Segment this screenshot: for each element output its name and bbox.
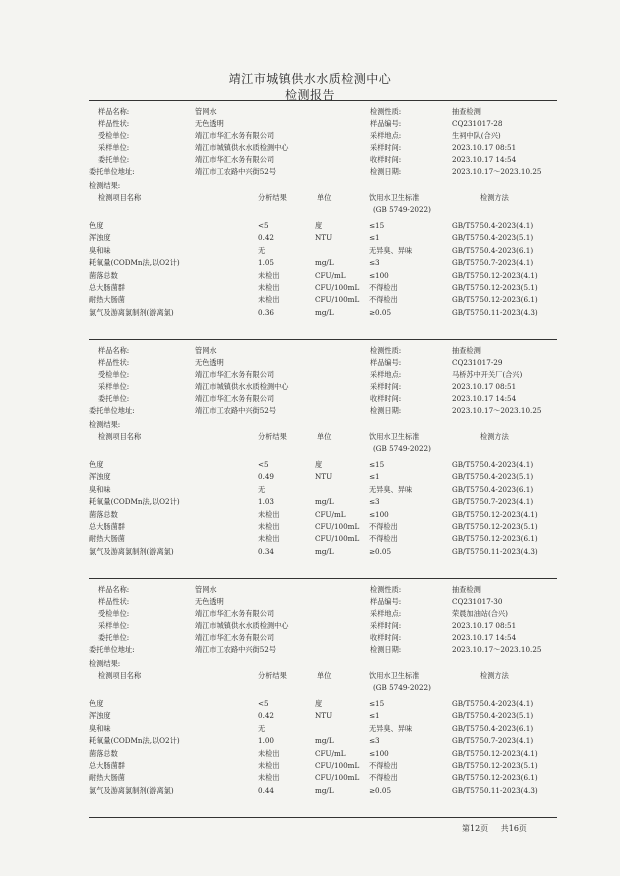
table-row (89, 496, 557, 508)
cell-method: GB/T5750.4-2023(4.1) (452, 699, 534, 708)
cell-method: GB/T5750.12-2023(5.1) (452, 522, 538, 531)
table-row (89, 735, 557, 747)
section-divider (89, 817, 557, 818)
cell-item: 浑浊度 (89, 711, 111, 721)
cell-method: GB/T5750.12-2023(4.1) (452, 270, 538, 280)
cell-unit: CFU/100mL (315, 522, 360, 531)
info-label: 采样地点: (370, 131, 402, 140)
cell-result: 未检出 (258, 773, 280, 783)
cell-standard: 无异臭、异味 (369, 723, 413, 733)
cell-standard: 不得检出 (369, 295, 398, 305)
table-row (89, 723, 557, 735)
cell-unit: CFU/100mL (315, 773, 360, 783)
info-label: 受检单位: (98, 609, 130, 618)
cell-item: 总大肠菌群 (89, 761, 125, 770)
cell-result: 未检出 (258, 748, 280, 758)
info-label: 样品编号: (370, 358, 402, 367)
cell-standard: 不得检出 (369, 761, 398, 770)
cell-result: 无 (258, 245, 266, 255)
info-label: 样品编号: (370, 597, 402, 606)
table-row (89, 785, 557, 797)
info-label: 收样时间: (370, 155, 402, 164)
col-header-standard: 饮用水卫生标准 (369, 432, 420, 441)
cell-unit: NTU (315, 233, 333, 243)
info-value: 无色透明 (195, 358, 224, 367)
info-label: 采样时间: (370, 143, 402, 152)
info-label: 委托单位: (98, 155, 130, 164)
table-row (89, 509, 557, 521)
info-value: 2023.10.17 14:54 (452, 633, 517, 642)
info-value: 管网水 (195, 107, 217, 116)
info-row (89, 632, 557, 644)
info-value: 靖江市华汇水务有限公司 (195, 370, 275, 379)
table-header-sub (89, 204, 557, 216)
cell-method: GB/T5750.4-2023(6.1) (452, 723, 534, 733)
cell-item: 菌落总数 (89, 509, 118, 519)
cell-unit: CFU/100mL (315, 283, 360, 292)
cell-item: 氯气及游离氯制剂(游离氯) (89, 307, 174, 317)
info-label: 检测日期: (370, 645, 402, 654)
sample-block (89, 339, 557, 571)
cell-item: 色度 (89, 221, 104, 230)
cell-unit: 度 (315, 221, 323, 230)
cell-unit: mg/L (315, 546, 334, 556)
cell-item: 臭和味 (89, 484, 111, 494)
results-label (89, 658, 557, 670)
col-header-unit: 单位 (317, 432, 332, 441)
page-total: 共16页 (500, 824, 527, 833)
cell-unit: NTU (315, 472, 333, 482)
table-row (89, 772, 557, 784)
cell-unit: mg/L (315, 258, 334, 268)
cell-standard: 不得检出 (369, 522, 398, 531)
cell-item: 氯气及游离氯制剂(游离氯) (89, 546, 174, 556)
info-value: 2023.10.17～2023.10.25 (452, 645, 542, 654)
info-value: 2023.10.17 14:54 (452, 155, 517, 164)
cell-method: GB/T5750.12-2023(6.1) (452, 295, 538, 305)
info-value: 抽查检测 (452, 346, 481, 355)
info-label: 委托单位: (98, 633, 130, 642)
cell-item: 浑浊度 (89, 472, 111, 482)
sample-block (89, 578, 557, 810)
cell-method: GB/T5750.4-2023(4.1) (452, 221, 534, 230)
cell-method: GB/T5750.4-2023(6.1) (452, 484, 534, 494)
info-value: 靖江市华汇水务有限公司 (195, 155, 275, 164)
cell-result: <5 (258, 221, 269, 230)
cell-item: 总大肠菌群 (89, 283, 125, 292)
info-label: 采样地点: (370, 370, 402, 379)
info-label: 样品名称: (98, 585, 130, 594)
cell-method: GB/T5750.12-2023(5.1) (452, 283, 538, 292)
results-label-text: 检测结果: (89, 659, 121, 668)
col-header-standard: 饮用水卫生标准 (369, 193, 420, 202)
cell-result: 未检出 (258, 270, 280, 280)
info-label: 样品性状: (98, 597, 130, 606)
info-value: CQ231017-29 (452, 358, 503, 367)
cell-method: GB/T5750.11-2023(4.3) (452, 785, 538, 795)
col-header-standard: 饮用水卫生标准 (369, 671, 420, 680)
cell-unit: CFU/mL (315, 748, 346, 758)
info-row (89, 584, 557, 596)
info-label: 采样时间: (370, 621, 402, 630)
info-label: 检测日期: (370, 167, 402, 176)
info-label: 采样地点: (370, 609, 402, 618)
info-row (89, 154, 557, 166)
table-row (89, 257, 557, 269)
table-header (89, 192, 557, 204)
info-value: 2023.10.17 08:51 (452, 143, 517, 152)
cell-item: 菌落总数 (89, 748, 118, 758)
cell-method: GB/T5750.12-2023(4.1) (452, 509, 538, 519)
info-row (89, 118, 557, 130)
info-label: 委托单位地址: (89, 406, 135, 415)
cell-method: GB/T5750.7-2023(4.1) (452, 736, 534, 746)
info-label: 委托单位地址: (89, 645, 135, 654)
cell-standard: ≥0.05 (369, 307, 392, 317)
cell-item: 耐热大肠菌 (89, 295, 125, 305)
cell-method: GB/T5750.11-2023(4.3) (452, 307, 538, 317)
cell-item: 氯气及游离氯制剂(游离氯) (89, 785, 174, 795)
cell-result: 0.42 (258, 711, 275, 721)
cell-result: 无 (258, 723, 266, 733)
info-label: 检测性质: (370, 107, 402, 116)
cell-unit: CFU/100mL (315, 295, 360, 305)
info-value: 靖江市华汇水务有限公司 (195, 633, 275, 642)
info-value: 抽查检测 (452, 107, 481, 116)
info-value: 靖江市工农路中兴街52号 (195, 645, 277, 654)
cell-standard: ≤15 (369, 460, 385, 469)
cell-item: 菌落总数 (89, 270, 118, 280)
info-label: 检测性质: (370, 585, 402, 594)
cell-method: GB/T5750.12-2023(6.1) (452, 534, 538, 544)
info-value: 2023.10.17～2023.10.25 (452, 406, 542, 415)
cell-item: 浑浊度 (89, 233, 111, 243)
cell-method: GB/T5750.12-2023(6.1) (452, 773, 538, 783)
cell-result: 0.42 (258, 233, 275, 243)
info-value: 管网水 (195, 346, 217, 355)
cell-result: 未检出 (258, 522, 280, 531)
cell-result: 未检出 (258, 509, 280, 519)
info-value: 靖江市城镇供水水质检测中心 (195, 621, 289, 630)
table-row (89, 748, 557, 760)
info-label: 样品编号: (370, 119, 402, 128)
cell-result: 未检出 (258, 283, 280, 292)
sample-block (89, 100, 557, 332)
cell-method: GB/T5750.12-2023(5.1) (452, 761, 538, 770)
org-title: 靖江市城镇供水水质检测中心 (228, 72, 392, 86)
info-row (89, 393, 557, 405)
table-row (89, 270, 557, 282)
table-row (89, 232, 557, 244)
table-header (89, 431, 557, 443)
table-header-sub (89, 682, 557, 694)
cell-unit: mg/L (315, 736, 334, 746)
cell-standard: ≤100 (369, 270, 389, 280)
table-row (89, 294, 557, 306)
results-label-text: 检测结果: (89, 181, 121, 190)
cell-standard: ≤1 (369, 472, 380, 482)
col-header-standard-code: (GB 5749-2022) (373, 205, 431, 214)
cell-result: 1.00 (258, 736, 275, 746)
cell-item: 色度 (89, 460, 104, 469)
col-header-item: 检测项目名称 (98, 432, 142, 441)
col-header-result: 分析结果 (258, 432, 287, 441)
cell-item: 耐热大肠菌 (89, 773, 125, 783)
info-row (89, 644, 557, 656)
info-label: 受检单位: (98, 370, 130, 379)
info-label: 样品性状: (98, 119, 130, 128)
cell-standard: ≤1 (369, 233, 380, 243)
col-header-item: 检测项目名称 (98, 671, 142, 680)
info-label: 受检单位: (98, 131, 130, 140)
info-value: CQ231017-28 (452, 119, 503, 128)
table-row (89, 484, 557, 496)
col-header-unit: 单位 (317, 193, 332, 202)
cell-result: 0.49 (258, 472, 275, 482)
info-row (89, 369, 557, 381)
info-label: 样品名称: (98, 346, 130, 355)
cell-unit: CFU/mL (315, 270, 346, 280)
table-row (89, 710, 557, 722)
info-value: 2023.10.17 08:51 (452, 382, 517, 391)
col-header-method: 检测方法 (480, 432, 509, 441)
cell-method: GB/T5750.7-2023(4.1) (452, 258, 534, 268)
info-value: 靖江市工农路中兴街52号 (195, 167, 277, 176)
cell-item: 臭和味 (89, 245, 111, 255)
cell-result: 0.34 (258, 546, 275, 556)
info-row (89, 130, 557, 142)
info-value: 2023.10.17 08:51 (452, 621, 517, 630)
cell-unit: 度 (315, 699, 323, 708)
info-value: 马桥苏中开关厂(合兴) (452, 370, 523, 379)
cell-unit: mg/L (315, 497, 334, 507)
info-value: 生祠中队(合兴) (452, 131, 501, 140)
cell-result: 未检出 (258, 534, 280, 544)
cell-unit: CFU/100mL (315, 761, 360, 770)
cell-method: GB/T5750.11-2023(4.3) (452, 546, 538, 556)
cell-unit: NTU (315, 711, 333, 721)
table-row (89, 471, 557, 483)
cell-standard: ≤15 (369, 699, 385, 708)
cell-method: GB/T5750.4-2023(5.1) (452, 233, 534, 243)
cell-unit: CFU/mL (315, 509, 346, 519)
table-header (89, 670, 557, 682)
page-footer (462, 823, 537, 834)
table-row (89, 245, 557, 257)
info-label: 样品性状: (98, 358, 130, 367)
table-row (89, 546, 557, 558)
info-value: 2023.10.17～2023.10.25 (452, 167, 542, 176)
cell-item: 色度 (89, 699, 104, 708)
cell-unit: mg/L (315, 785, 334, 795)
info-row (89, 405, 557, 417)
table-row (89, 459, 557, 471)
cell-method: GB/T5750.7-2023(4.1) (452, 497, 534, 507)
cell-item: 耗氧量(CODMn法,以O2计) (89, 497, 180, 507)
report-title: 检测报告 (284, 88, 335, 102)
info-label: 检测日期: (370, 406, 402, 415)
cell-result: 未检出 (258, 295, 280, 305)
cell-item: 臭和味 (89, 723, 111, 733)
info-value: 管网水 (195, 585, 217, 594)
cell-standard: ≤3 (369, 258, 380, 268)
cell-standard: ≥0.05 (369, 546, 392, 556)
cell-standard: ≤1 (369, 711, 380, 721)
results-label (89, 180, 557, 192)
cell-result: <5 (258, 699, 269, 708)
cell-result: 1.05 (258, 258, 275, 268)
info-label: 收样时间: (370, 633, 402, 642)
cell-result: 0.44 (258, 785, 275, 795)
cell-standard: 不得检出 (369, 773, 398, 783)
info-value: 无色透明 (195, 119, 224, 128)
info-label: 样品名称: (98, 107, 130, 116)
cell-item: 耗氧量(CODMn法,以O2计) (89, 736, 180, 746)
info-row (89, 596, 557, 608)
info-label: 收样时间: (370, 394, 402, 403)
info-label: 检测性质: (370, 346, 402, 355)
cell-standard: ≤15 (369, 221, 385, 230)
cell-standard: 不得检出 (369, 283, 398, 292)
info-label: 采样单位: (98, 143, 130, 152)
info-row (89, 357, 557, 369)
info-value: 2023.10.17 14:54 (452, 394, 517, 403)
col-header-standard-code: (GB 5749-2022) (373, 683, 431, 692)
info-label: 委托单位: (98, 394, 130, 403)
col-header-item: 检测项目名称 (98, 193, 142, 202)
cell-standard: ≤100 (369, 748, 389, 758)
cell-standard: ≥0.05 (369, 785, 392, 795)
cell-standard: ≤3 (369, 497, 380, 507)
table-row (89, 282, 557, 294)
info-row (89, 142, 557, 154)
col-header-result: 分析结果 (258, 671, 287, 680)
info-value: 靖江市工农路中兴街52号 (195, 406, 277, 415)
table-header-sub (89, 443, 557, 455)
cell-item: 耐热大肠菌 (89, 534, 125, 544)
cell-result: 无 (258, 484, 266, 494)
cell-method: GB/T5750.4-2023(4.1) (452, 460, 534, 469)
cell-method: GB/T5750.4-2023(5.1) (452, 711, 534, 721)
info-value: 荣晨加油站(合兴) (452, 609, 508, 618)
info-label: 采样单位: (98, 621, 130, 630)
info-row (89, 106, 557, 118)
cell-standard: ≤3 (369, 736, 380, 746)
cell-method: GB/T5750.4-2023(6.1) (452, 245, 534, 255)
cell-method: GB/T5750.12-2023(4.1) (452, 748, 538, 758)
info-value: 无色透明 (195, 597, 224, 606)
cell-standard: 无异臭、异味 (369, 245, 413, 255)
cell-result: 0.36 (258, 307, 275, 317)
cell-method: GB/T5750.4-2023(5.1) (452, 472, 534, 482)
info-value: 靖江市华汇水务有限公司 (195, 609, 275, 618)
results-label-text: 检测结果: (89, 420, 121, 429)
info-row (89, 620, 557, 632)
info-row (89, 608, 557, 620)
info-row (89, 345, 557, 357)
col-header-result: 分析结果 (258, 193, 287, 202)
cell-unit: mg/L (315, 307, 334, 317)
info-value: 靖江市华汇水务有限公司 (195, 394, 275, 403)
info-label: 采样时间: (370, 382, 402, 391)
cell-standard: 无异臭、异味 (369, 484, 413, 494)
results-label (89, 419, 557, 431)
col-header-unit: 单位 (317, 671, 332, 680)
info-value: 抽查检测 (452, 585, 481, 594)
cell-result: 未检出 (258, 761, 280, 770)
cell-result: <5 (258, 460, 269, 469)
info-row (89, 381, 557, 393)
cell-item: 总大肠菌群 (89, 522, 125, 531)
info-label: 委托单位地址: (89, 167, 135, 176)
cell-item: 耗氧量(CODMn法,以O2计) (89, 258, 180, 268)
cell-unit: CFU/100mL (315, 534, 360, 544)
cell-standard: 不得检出 (369, 534, 398, 544)
table-row (89, 533, 557, 545)
info-row (89, 166, 557, 178)
info-value: 靖江市城镇供水水质检测中心 (195, 382, 289, 391)
col-header-standard-code: (GB 5749-2022) (373, 444, 431, 453)
table-row (89, 307, 557, 319)
col-header-method: 检测方法 (480, 671, 509, 680)
col-header-method: 检测方法 (480, 193, 509, 202)
info-label: 采样单位: (98, 382, 130, 391)
cell-standard: ≤100 (369, 509, 389, 519)
info-value: 靖江市华汇水务有限公司 (195, 131, 275, 140)
info-value: CQ231017-30 (452, 597, 503, 606)
info-value: 靖江市城镇供水水质检测中心 (195, 143, 289, 152)
table-row (89, 521, 557, 533)
page-number: 第12页 (462, 824, 489, 833)
cell-result: 1.03 (258, 497, 275, 507)
table-row (89, 760, 557, 772)
table-row (89, 220, 557, 232)
table-row (89, 698, 557, 710)
cell-unit: 度 (315, 460, 323, 469)
